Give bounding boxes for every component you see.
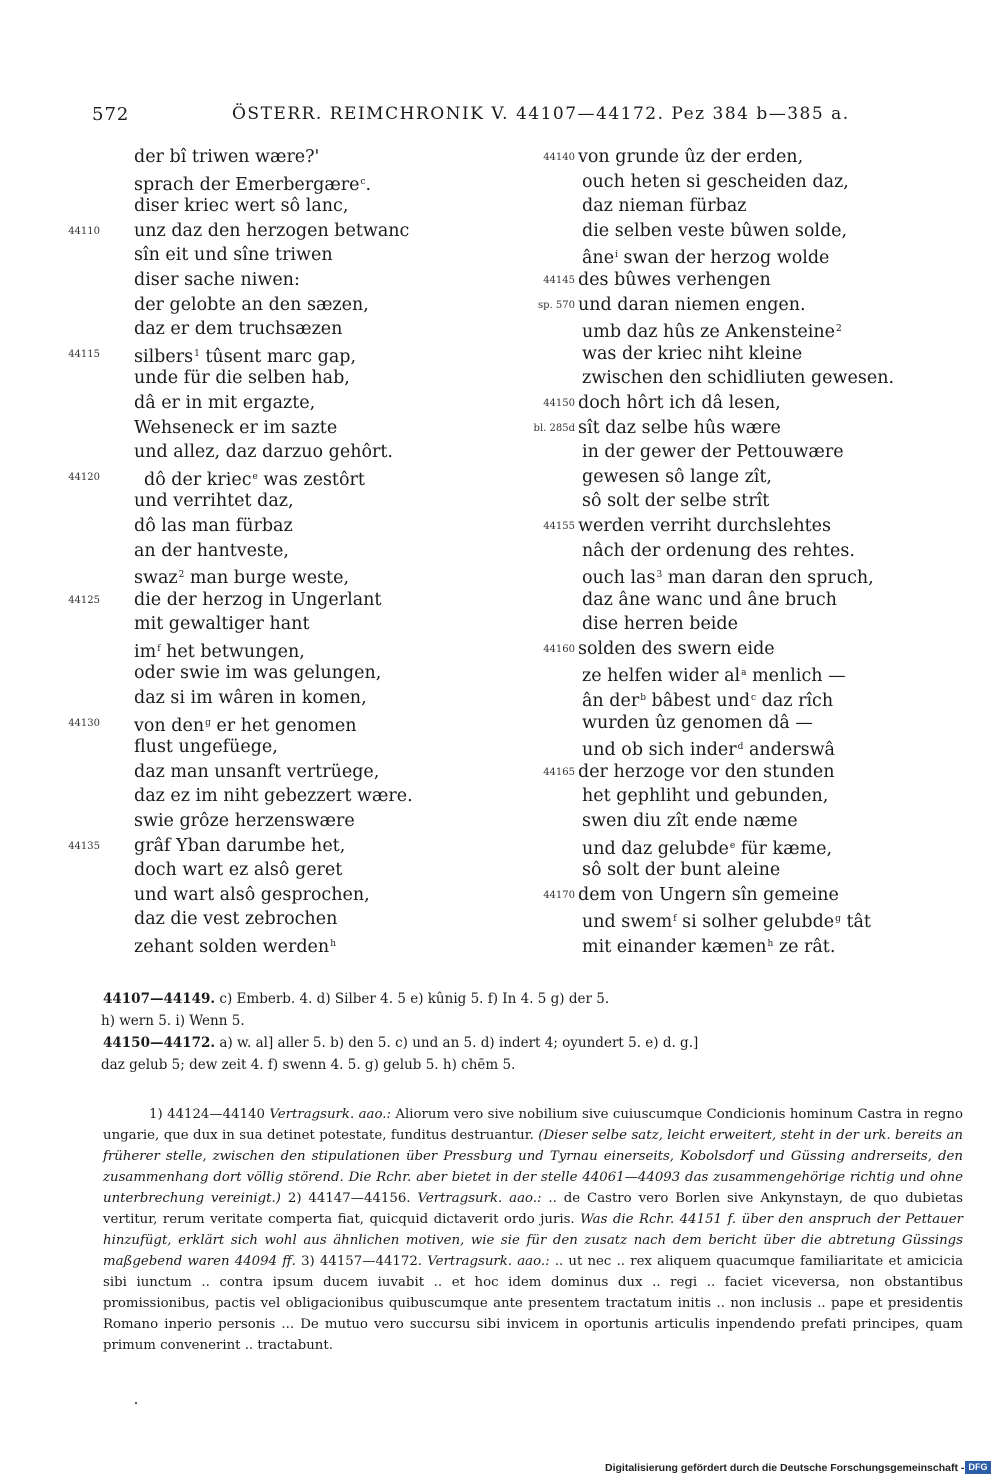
verse-line — [60, 416, 460, 441]
verse-words: sprach der Emerbergære — [134, 174, 360, 195]
verse-text — [578, 416, 781, 441]
verse-text — [582, 440, 844, 465]
variant-line — [101, 1010, 963, 1032]
verse-words: swen diu zît ende næme — [582, 811, 798, 832]
verse-line — [60, 366, 460, 391]
line-number: 44150 — [543, 397, 575, 409]
verse-text — [578, 268, 771, 293]
verse-line — [530, 440, 930, 465]
variant-text: a) w. al] aller 5. b) den 5. c) und an 5. d) indert 4; oyundert 5. e) d. g.] — [215, 1035, 699, 1051]
verse-words: doch hôrt ich dâ lesen, — [578, 392, 781, 413]
line-number: 44135 — [68, 840, 100, 852]
line-number: 44120 — [68, 471, 100, 483]
page-number: 572 — [92, 104, 130, 125]
line-number: sp. 570 — [538, 299, 575, 311]
verse-line — [60, 661, 460, 686]
verse-words: sît daz selbe hûs wære — [578, 417, 781, 438]
verse-column-left — [60, 145, 460, 957]
verse-line — [60, 784, 460, 809]
verse-line — [530, 858, 930, 883]
verse-text — [578, 883, 839, 908]
verse-text — [134, 932, 336, 960]
verse-line — [530, 366, 930, 391]
verse-text — [582, 932, 835, 960]
verse-words: dise herren beide — [582, 614, 738, 635]
verse-text — [134, 514, 293, 539]
verse-text — [578, 637, 775, 662]
verse-text — [582, 834, 832, 862]
dfg-logo[interactable]: DFG — [965, 1461, 991, 1474]
verse-words: von den — [134, 715, 205, 736]
verse-text — [578, 760, 834, 785]
verse-line — [530, 907, 930, 932]
footnote-2-label: Vertragsurk. aao.: — [417, 1191, 542, 1206]
verse-words: solden des swern eide — [578, 638, 775, 659]
verse-words: flust ungefüege, — [134, 737, 278, 758]
verse-text — [134, 366, 350, 391]
verse-text — [134, 416, 337, 441]
verse-text — [582, 539, 855, 564]
verse-text — [134, 243, 333, 268]
verse-words: swie grôze herzenswære — [134, 811, 355, 832]
verse-text — [582, 588, 837, 613]
note-marker: g — [835, 914, 841, 925]
verse-line — [60, 809, 460, 834]
verse-text — [134, 145, 319, 170]
verse-words: menlich — — [746, 666, 846, 687]
verse-text — [134, 440, 393, 465]
note-marker: f — [157, 643, 161, 654]
line-number: 44115 — [68, 348, 100, 360]
verse-words: in der gewer der Pettouwære — [582, 442, 844, 463]
verse-line — [60, 834, 460, 859]
verse-line — [530, 735, 930, 760]
verse-line — [530, 219, 930, 244]
verse-text — [582, 686, 833, 714]
verse-line — [60, 293, 460, 318]
verse-words: und daran niemen engen. — [578, 294, 806, 315]
verse-words: wurden ûz genomen dâ — — [582, 712, 813, 733]
verse-words: dâ er in mit ergazte, — [134, 392, 316, 413]
verse-words: dô der kriec — [144, 469, 252, 490]
verse-words: und swem — [582, 912, 673, 933]
verse-line — [530, 809, 930, 834]
verse-words: diser sache niwen: — [134, 269, 300, 290]
note-marker: i — [615, 250, 618, 261]
verse-words: im — [134, 641, 157, 662]
verse-words: âne — [582, 248, 615, 269]
verse-line — [60, 760, 460, 785]
note-marker: e — [729, 840, 736, 851]
verse-text — [134, 784, 413, 809]
verse-words: und wart alsô gesprochen, — [134, 884, 370, 905]
verse-words: . — [365, 174, 372, 195]
verse-words: dem von Ungern sîn gemeine — [578, 884, 839, 905]
verse-words: ouch las — [582, 568, 656, 589]
verse-words: anderswâ — [743, 740, 835, 761]
verse-text — [582, 219, 847, 244]
variant-text: h) wern 5. i) Wenn 5. — [101, 1013, 245, 1029]
verse-words: si solher gelubde — [676, 912, 835, 933]
footnote-3-ref: 3) 44157—44172. — [301, 1254, 423, 1269]
verse-text — [134, 539, 289, 564]
verse-words: gewesen sô lange zît, — [582, 466, 772, 487]
note-marker: d — [737, 742, 744, 753]
verse-line — [530, 661, 930, 686]
note-marker: f — [673, 914, 677, 925]
note-marker: h — [330, 939, 336, 949]
variant-range: 44150—44172. — [103, 1035, 216, 1051]
verse-text — [578, 293, 806, 318]
note-marker: h — [767, 939, 774, 949]
verse-text — [582, 465, 772, 490]
verse-text — [134, 317, 342, 342]
verse-words: zehant solden werden — [134, 937, 330, 957]
line-number: 44145 — [543, 274, 575, 286]
verse-words: swaz — [134, 568, 178, 589]
verse-line — [60, 170, 460, 195]
verse-line — [530, 588, 930, 613]
verse-text — [134, 342, 356, 370]
verse-words: doch wart ez alsô geret — [134, 860, 343, 881]
verse-text — [582, 563, 874, 591]
verse-words: werden verriht durchslehtes — [578, 515, 832, 536]
verse-line — [530, 932, 930, 957]
verse-column-right — [530, 145, 930, 957]
verse-words: sô solt der selbe strît — [582, 491, 770, 512]
verse-text — [582, 784, 828, 809]
verse-text — [134, 588, 381, 613]
note-marker: 2 — [836, 324, 842, 335]
note-marker: b — [640, 693, 646, 704]
verse-words: tûsent marc gap, — [199, 346, 357, 367]
note-marker: c — [751, 693, 757, 704]
verse-line — [60, 588, 460, 613]
verse-text — [582, 711, 813, 736]
verse-text — [134, 711, 357, 739]
verse-text — [134, 293, 369, 318]
verse-words: und daz gelubde — [582, 838, 729, 859]
verse-words: swan der herzog wolde — [617, 248, 830, 269]
verse-line — [60, 637, 460, 662]
verse-line — [60, 194, 460, 219]
verse-words: het betwungen, — [160, 641, 305, 662]
verse-text — [582, 170, 849, 195]
verse-line — [530, 416, 930, 441]
verse-line — [530, 834, 930, 859]
verse-line — [60, 342, 460, 367]
verse-line — [60, 612, 460, 637]
verse-words: mit gewaltiger hant — [134, 614, 310, 635]
verse-text — [134, 637, 305, 665]
verse-words: tât — [840, 912, 871, 933]
line-number: 44110 — [68, 225, 100, 237]
note-marker: 2 — [178, 570, 185, 581]
verse-text — [582, 317, 842, 345]
verse-line — [530, 342, 930, 367]
line-number: 44140 — [543, 152, 575, 163]
footnote-1-ref: 1) 44124—44140 — [149, 1107, 265, 1122]
verse-line — [60, 563, 460, 588]
verse-text — [578, 391, 781, 416]
verse-words: daz er dem truchsæzen — [134, 319, 343, 340]
verse-words: der gelobte an den sæzen, — [134, 294, 369, 315]
verse-line — [530, 293, 930, 318]
line-number: 44165 — [543, 766, 575, 778]
verse-text — [134, 858, 342, 883]
verse-text — [582, 366, 894, 391]
verse-line — [60, 686, 460, 711]
verse-text — [578, 514, 831, 539]
verse-words: und allez, daz darzuo gehôrt. — [134, 442, 393, 463]
verse-text — [582, 612, 738, 637]
verse-line — [60, 883, 460, 908]
verse-words: der herzoge vor den stunden — [578, 761, 835, 782]
verse-text — [582, 809, 798, 834]
verse-line — [60, 391, 460, 416]
verse-line — [60, 317, 460, 342]
verse-text — [134, 834, 345, 859]
verse-line — [60, 219, 460, 244]
verse-words: an der hantveste, — [134, 540, 289, 561]
footnote-2-ref: 2) 44147—44156. — [287, 1191, 411, 1206]
verse-text — [134, 661, 381, 686]
variant-line — [103, 1032, 963, 1054]
verse-words: diser kriec wert sô lanc, — [134, 196, 349, 217]
note-marker: 1 — [194, 348, 200, 359]
verse-words: man burge weste, — [184, 568, 350, 589]
digitization-credit[interactable]: Digitalisierung gefördert durch die Deutsche Forschungsgemeinschaft - — [605, 1462, 965, 1474]
verse-line — [60, 539, 460, 564]
verse-line — [530, 539, 930, 564]
verse-text — [134, 809, 355, 834]
verse-text — [582, 489, 769, 514]
footnote-1-latin: Aliorum vero sive nobilium sive cuiuscumque Condicionis hominum Castra in regno ungarie, que dux in sua detinet potestate, funditus destruantur. — [103, 1107, 963, 1143]
verse-words: unz daz den herzogen betwanc — [134, 220, 410, 241]
verse-line — [530, 612, 930, 637]
verse-words: von grunde ûz der erden, — [578, 147, 804, 167]
verse-line — [530, 243, 930, 268]
verse-text — [134, 219, 409, 244]
verse-words: umb daz hûs ze Ankensteine — [582, 322, 836, 343]
variant-line — [103, 988, 963, 1010]
footnote-3-latin: .. ut nec .. rex aliquem quacumque familiaritate et amicicia sibi iunctum .. contra ipsum ducem iuvabit .. et hoc idem dominus dux .. regi .. faciet viceversa, non obstantibus promissionibus, pactis vel obligacionibus quibuscumque ante presentem tractatum initis .. non inclusis .. pape et presidentis Romano inperio personis ... De mutuo vero succursu sibi invicem in oportunis articulis inpendendo prefati principes, quam primum convenerint .. tractabunt. — [103, 1254, 964, 1353]
verse-words: des bûwes verhengen — [578, 269, 771, 290]
verse-words: daz rîch — [756, 691, 834, 712]
verse-line — [530, 465, 930, 490]
verse-words: ân der — [582, 691, 640, 712]
verse-words: sîn eit und sîne triwen — [134, 245, 333, 266]
verse-text — [582, 342, 802, 367]
stray-mark — [135, 1402, 137, 1404]
verse-words: ze rât. — [773, 937, 836, 957]
verse-words: ouch heten si gescheiden daz, — [582, 171, 849, 192]
verse-text — [134, 883, 370, 908]
verse-text — [582, 735, 835, 763]
verse-words: daz ez im niht gebezzert wære. — [134, 786, 413, 807]
verse-text — [134, 563, 349, 591]
verse-text — [582, 243, 829, 271]
verse-words: der bî triwen wære?' — [134, 147, 320, 167]
verse-line — [530, 514, 930, 539]
line-number: 44130 — [68, 717, 100, 729]
verse-line — [530, 489, 930, 514]
note-marker: 3 — [656, 570, 663, 581]
verse-text — [134, 612, 309, 637]
note-marker: c — [360, 176, 366, 187]
verse-line — [530, 686, 930, 711]
verse-line — [60, 268, 460, 293]
verse-line — [60, 440, 460, 465]
verse-text — [582, 858, 780, 883]
verse-line — [60, 514, 460, 539]
variant-text: c) Emberb. 4. d) Silber 4. 5 e) kûnig 5. f) In 4. 5 g) der 5. — [215, 991, 610, 1007]
variant-text: daz gelub 5; dew zeit 4. f) swenn 4. 5. g) gelub 5. h) chēm 5. — [101, 1057, 516, 1073]
verse-words: Wehseneck er im sazte — [134, 417, 338, 438]
verse-line — [60, 932, 460, 957]
variant-line — [101, 1054, 963, 1076]
verse-line — [530, 268, 930, 293]
verse-line — [530, 711, 930, 736]
verse-text — [134, 907, 337, 932]
verse-line — [60, 243, 460, 268]
verse-line — [60, 711, 460, 736]
verse-line — [530, 784, 930, 809]
verse-words: und verrihtet daz, — [134, 491, 294, 512]
verse-line — [530, 637, 930, 662]
verse-words: ze helfen wider al — [582, 666, 741, 687]
variant-apparatus — [103, 988, 963, 1076]
line-number: 44155 — [543, 520, 575, 532]
verse-words: daz nieman fürbaz — [582, 196, 747, 217]
verse-text — [578, 145, 803, 170]
verse-line — [530, 391, 930, 416]
footnote-2-comment: Was die Rchr. 44151 f. über den anspruch der Pettauer hinzufügt, erklärt sich wohl aus ähnlichen motiven, wie sie für den zusatz nach dem bericht über die abtretung Güssings maßgebend waren 44094 ff. — [103, 1212, 963, 1269]
verse-words: daz âne wanc und âne bruch — [582, 589, 837, 610]
verse-words: mit einander kæmen — [582, 937, 767, 957]
footnote-2-latin: .. de Castro vero Borlen sive Ankynstayn, de quo dubietas vertitur, rerum veritate comperta fiat, quicquid dictaverit ordo juris. — [103, 1191, 963, 1227]
verse-line — [530, 317, 930, 342]
verse-text — [134, 760, 379, 785]
footnote-1-label: Vertragsurk. aao.: — [269, 1107, 391, 1122]
verse-text — [144, 465, 365, 493]
note-marker: g — [205, 717, 211, 728]
verse-words: het gephliht und gebunden, — [582, 786, 829, 807]
footnotes — [103, 1104, 963, 1356]
verse-words: die selben veste bûwen solde, — [582, 220, 848, 241]
verse-words: dô las man fürbaz — [134, 515, 293, 536]
line-number: bl. 285d — [533, 422, 575, 434]
verse-words: bâbest und — [645, 691, 751, 712]
verse-line — [530, 194, 930, 219]
verse-words: man daran den spruch, — [662, 568, 874, 589]
verse-words: unde für die selben hab, — [134, 368, 350, 389]
running-head: ÖSTERR. REIMCHRONIK V. 44107—44172. Pez 384 b—385 a. — [232, 104, 850, 124]
verse-text — [582, 661, 846, 689]
verse-text — [582, 194, 746, 219]
verse-words: grâf Yban darumbe het, — [134, 835, 346, 856]
footnote-1-comment: (Dieser selbe satz, leicht erweitert, steht in der urk. bereits an früherer stelle, zwischen den stipulationen über Pressburg und Tyrnau einerseits, Kobolsdorf und Güssing andrerseits, den zusammenhang dort völlig störend. Die Rchr. aber bietet in der stelle 44061—44093 das zusammengehörige richtig und ohne unterbrechung vereinigt.) — [103, 1128, 963, 1206]
verse-text — [134, 268, 300, 293]
verse-line — [530, 760, 930, 785]
verse-text — [134, 170, 371, 198]
verse-text — [134, 489, 294, 514]
verse-words: die der herzog in Ungerlant — [134, 589, 382, 610]
note-marker: a — [741, 668, 747, 679]
verse-line — [60, 735, 460, 760]
verse-line — [530, 563, 930, 588]
verse-words: zwischen den schidliuten gewesen. — [582, 368, 895, 389]
verse-line — [60, 489, 460, 514]
verse-words: er het genomen — [210, 715, 357, 736]
line-number: 44160 — [543, 643, 575, 655]
verse-words: für kæme, — [735, 838, 833, 859]
verse-line — [530, 145, 930, 170]
verse-line — [60, 465, 460, 490]
verse-line — [60, 907, 460, 932]
verse-text — [582, 907, 871, 935]
verse-words: sô solt der bunt aleine — [582, 860, 781, 881]
verse-text — [134, 391, 315, 416]
verse-text — [134, 194, 348, 219]
footnote-3-label: Vertragsurk. aao.: — [427, 1254, 550, 1269]
verse-line — [530, 883, 930, 908]
verse-words: was zestôrt — [257, 469, 365, 490]
verse-words: und ob sich inder — [582, 740, 737, 761]
verse-line — [60, 858, 460, 883]
verse-words: oder swie im was gelungen, — [134, 663, 382, 684]
note-marker: e — [252, 471, 258, 482]
verse-words: daz si im wâren in komen, — [134, 688, 367, 709]
line-number: 44125 — [68, 594, 100, 606]
verse-text — [134, 735, 278, 760]
verse-words: was der kriec niht kleine — [582, 343, 803, 364]
variant-range: 44107—44149. — [103, 991, 216, 1007]
verse-words: daz man unsanft vertrüege, — [134, 761, 380, 782]
verse-words: silbers — [134, 346, 194, 367]
verse-line — [530, 170, 930, 195]
verse-words: daz die vest zebrochen — [134, 909, 338, 930]
line-number: 44170 — [543, 889, 575, 901]
verse-words: nâch der ordenung des rehtes. — [582, 540, 855, 561]
verse-line — [60, 145, 460, 170]
verse-text — [134, 686, 367, 711]
